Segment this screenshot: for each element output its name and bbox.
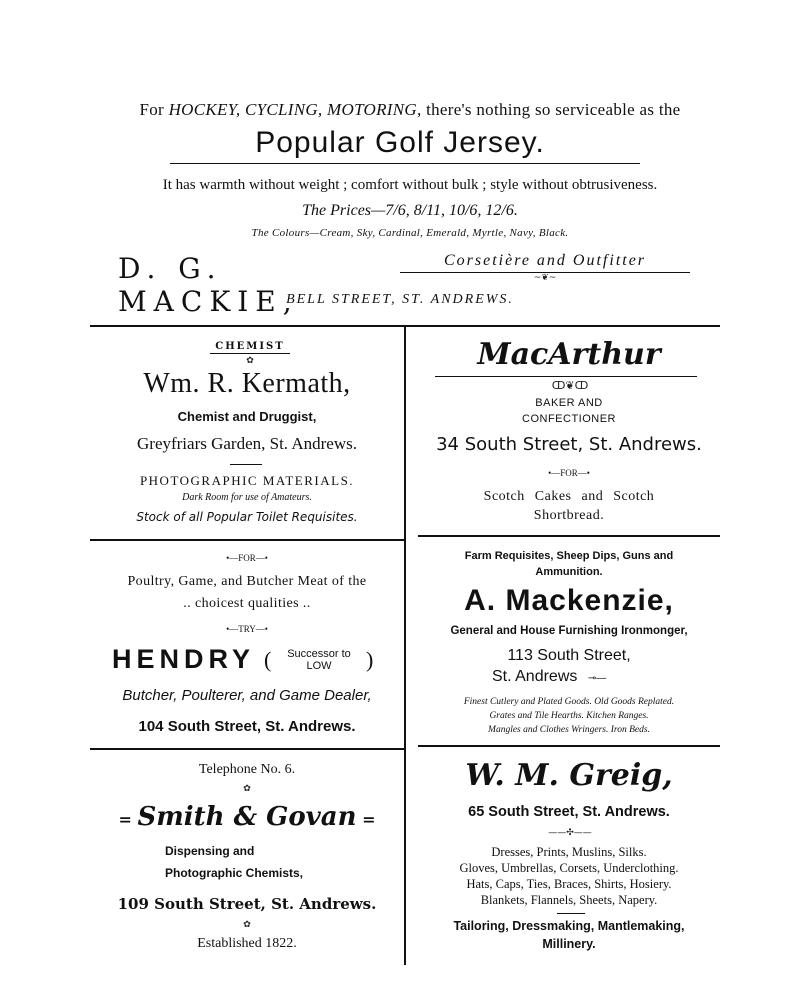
- jersey-prices: The Prices—7/6, 8/11, 10/6, 12/6.: [302, 202, 518, 219]
- mackenzie-goods-2: Grates and Tile Hearths. Kitchen Ranges.: [489, 711, 649, 721]
- hendry-line-2: .. choicest qualities ..: [183, 596, 311, 611]
- left-divider-1: [90, 539, 404, 541]
- greig-ornament: ——✣——: [548, 828, 592, 838]
- kermath-address: Greyfriars Garden, St. Andrews.: [137, 434, 357, 453]
- greig-goods-1: Dresses, Prints, Muslins, Silks.: [491, 845, 647, 859]
- jersey-intro-pre: For: [139, 100, 169, 119]
- macarthur-for-label: FOR: [560, 468, 578, 478]
- hendry-name-row: [112, 644, 402, 684]
- mackenzie-goods-1: Finest Cutlery and Plated Goods. Old Goods Replated.: [463, 697, 675, 707]
- macarthur-role-2: CONFECTIONER: [522, 413, 616, 425]
- mackenzie-address-2-row: [492, 668, 692, 686]
- kermath-short-rule: [230, 464, 262, 465]
- right-divider-1: [418, 535, 720, 537]
- hendry-for: •—FOR—•: [226, 553, 268, 563]
- smith-role-1: Dispensing and: [165, 844, 255, 858]
- mackenzie-address-1: 113 South Street,: [507, 647, 631, 664]
- smith-ornament-top: ✿: [243, 784, 251, 794]
- hendry-try-label: TRY: [238, 624, 256, 634]
- kermath-name: Wm. R. Kermath,: [143, 368, 351, 399]
- hendry-for-label: FOR: [238, 553, 256, 563]
- smith-address: 109 South Street, St. Andrews.: [117, 895, 377, 913]
- macarthur-underline: [435, 376, 697, 377]
- jersey-colours: The Colours—Cream, Sky, Cardinal, Emerald, Myrtle, Navy, Black.: [251, 227, 569, 239]
- smith-dash-left: =: [118, 810, 138, 829]
- mackie-address: BELL STREET, ST. ANDREWS.: [286, 292, 514, 307]
- headline-underline: [170, 163, 640, 164]
- mackenzie-intro-1: Farm Requisites, Sheep Dips, Guns and: [464, 550, 674, 562]
- macarthur-goods-1: Scotch Cakes and Scotch: [483, 489, 655, 504]
- macarthur-name: MacArthur: [477, 337, 661, 372]
- hendry-paren-open: (: [264, 647, 272, 672]
- macarthur-ornament: ↀ❦ↀ: [551, 379, 589, 392]
- hendry-line-1: Poultry, Game, and Butcher Meat of the: [127, 574, 367, 589]
- hendry-name: HENDRY: [112, 644, 256, 674]
- kermath-heading: CHEMIST: [215, 341, 285, 352]
- kermath-darkroom: Dark Room for use of Amateurs.: [182, 492, 312, 503]
- mackenzie-goods-3: Mangles and Clothes Wringers. Iron Beds.: [488, 725, 650, 735]
- mackie-name: D. G. MACKIE,: [118, 252, 299, 318]
- mackenzie-intro-2: Ammunition.: [535, 566, 603, 578]
- macarthur-address: 34 South Street, St. Andrews.: [436, 434, 702, 455]
- left-divider-2: [90, 748, 404, 750]
- smith-telephone: Telephone No. 6.: [198, 762, 296, 777]
- kermath-stock: Stock of all Popular Toilet Requisites.: [136, 510, 358, 524]
- jersey-intro-post: there's nothing so serviceable as the: [421, 100, 681, 119]
- kermath-role: Chemist and Druggist,: [177, 409, 317, 424]
- jersey-intro-sports: HOCKEY, CYCLING, MOTORING,: [168, 100, 422, 119]
- hendry-successor-2: LOW: [306, 660, 332, 672]
- smith-name: Smith & Govan: [137, 802, 357, 832]
- jersey-intro-line: [60, 100, 760, 120]
- mackenzie-arrow-ornament: ⊸—: [587, 673, 607, 684]
- greig-services-1: Tailoring, Dressmaking, Mantlemaking,: [453, 919, 685, 933]
- kermath-heading-underline: [210, 353, 290, 354]
- kermath-photo: PHOTOGRAPHIC MATERIALS.: [139, 473, 355, 488]
- greig-name: W. M. Greig,: [465, 758, 673, 793]
- hendry-successor-1: Successor to: [287, 648, 351, 660]
- mackenzie-address-2: St. Andrews: [492, 668, 578, 685]
- mackie-flourish-ornament: ~❦~: [533, 273, 557, 283]
- mackie-title: Corsetière and Outfitter: [443, 252, 647, 269]
- hendry-try: •—TRY—•: [226, 624, 268, 634]
- jersey-tagline: It has warmth without weight ; comfort without bulk ; style without obtrusiveness.: [162, 177, 658, 193]
- macarthur-for: •—FOR—•: [548, 468, 590, 478]
- hendry-address: 104 South Street, St. Andrews.: [138, 718, 356, 735]
- smith-ornament-bottom: ✿: [243, 920, 251, 930]
- greig-goods-3: Hats, Caps, Ties, Braces, Shirts, Hosiery.: [466, 877, 672, 891]
- greig-goods-4: Blankets, Flannels, Sheets, Napery.: [480, 893, 658, 907]
- kermath-ornament: ✿: [246, 356, 254, 366]
- macarthur-role-1: BAKER AND: [535, 397, 603, 409]
- greig-goods-2: Gloves, Umbrellas, Corsets, Underclothing.: [459, 861, 679, 875]
- smith-name-row: [90, 802, 404, 832]
- mackenzie-name: A. Mackenzie,: [464, 584, 674, 617]
- greig-services-2: Millinery.: [542, 937, 596, 951]
- center-divider: [404, 325, 406, 965]
- smith-established: Established 1822.: [197, 936, 297, 951]
- mackenzie-role: General and House Furnishing Ironmonger,: [450, 625, 688, 637]
- jersey-headline: Popular Golf Jersey.: [255, 126, 545, 159]
- smith-role-2: Photographic Chemists,: [165, 866, 304, 880]
- right-divider-2: [418, 745, 720, 747]
- greig-address: 65 South Street, St. Andrews.: [468, 804, 670, 820]
- macarthur-goods-2: Shortbread.: [533, 508, 605, 523]
- greig-short-rule: [557, 913, 585, 914]
- hendry-role: Butcher, Poulterer, and Game Dealer,: [122, 687, 372, 704]
- hendry-paren-close: ): [366, 647, 374, 672]
- smith-dash-right: =: [356, 810, 376, 829]
